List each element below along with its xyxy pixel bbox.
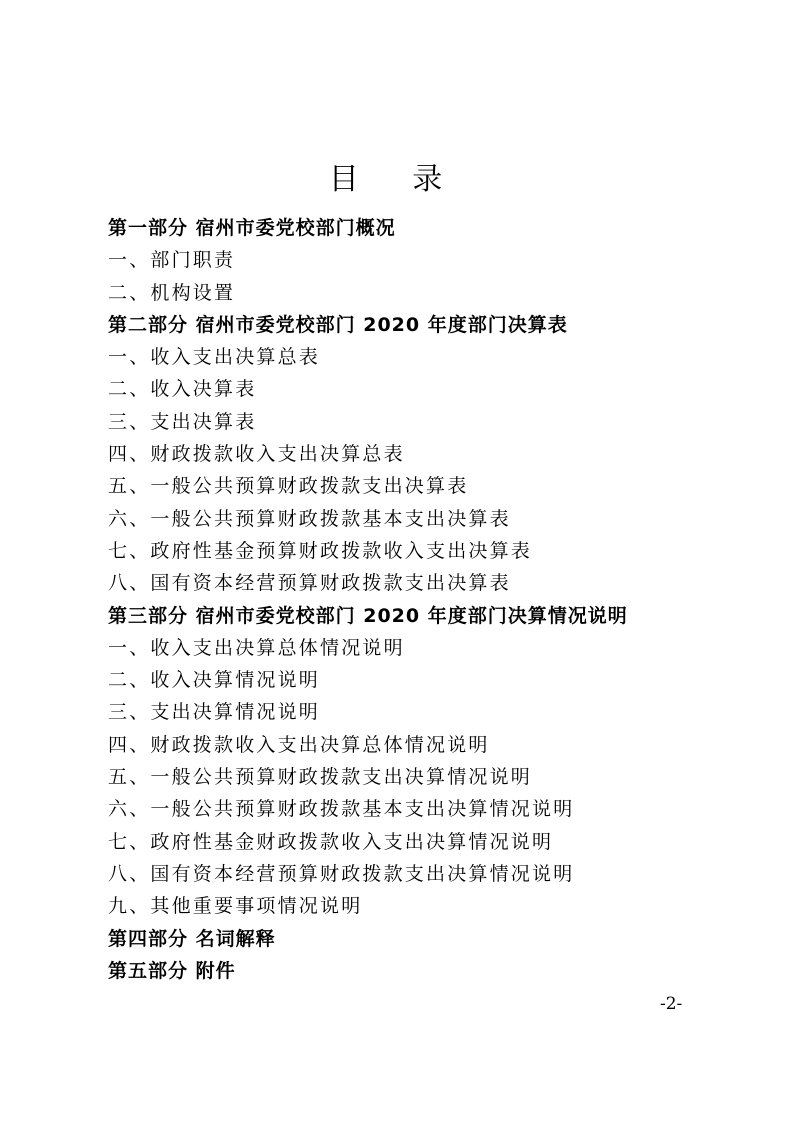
toc-item: 二、收入决算情况说明 (108, 669, 321, 692)
toc-item: 一、收入支出决算总体情况说明 (108, 636, 405, 659)
toc-item: 五、一般公共预算财政拨款支出决算情况说明 (108, 766, 533, 789)
toc-item: 八、国有资本经营预算财政拨款支出决算表 (108, 572, 511, 595)
toc-part-3: 第三部分 宿州市委党校部门 2020 年度部门决算情况说明 (108, 604, 628, 627)
toc-item: 七、政府性基金预算财政拨款收入支出决算表 (108, 539, 533, 562)
toc-item: 二、收入决算表 (108, 378, 257, 401)
toc-item: 一、部门职责 (108, 249, 236, 272)
toc-item: 四、财政拨款收入支出决算总体情况说明 (108, 733, 490, 756)
table-of-contents (108, 212, 728, 987)
toc-item: 五、一般公共预算财政拨款支出决算表 (108, 475, 469, 498)
toc-part-1: 第一部分 宿州市委党校部门概况 (108, 217, 396, 239)
toc-item: 二、机构设置 (108, 281, 236, 304)
toc-part-2: 第二部分 宿州市委党校部门 2020 年度部门决算表 (108, 313, 568, 336)
toc-item: 一、收入支出决算总表 (108, 346, 321, 369)
toc-item: 三、支出决算情况说明 (108, 701, 321, 724)
toc-item: 六、一般公共预算财政拨款基本支出决算表 (108, 507, 511, 530)
toc-item: 四、财政拨款收入支出决算总表 (108, 443, 405, 466)
toc-part-4: 第四部分 名词解释 (108, 927, 276, 950)
toc-item: 三、支出决算表 (108, 410, 257, 433)
toc-item: 六、一般公共预算财政拨款基本支出决算情况说明 (108, 798, 575, 821)
toc-item: 七、政府性基金财政拨款收入支出决算情况说明 (108, 830, 554, 853)
toc-item: 八、国有资本经营预算财政拨款支出决算情况说明 (108, 862, 575, 885)
page-number: -2- (660, 994, 683, 1014)
toc-part-5: 第五部分 附件 (108, 959, 236, 982)
page-title: 目 录 (328, 162, 465, 198)
toc-item: 九、其他重要事项情况说明 (108, 895, 363, 918)
